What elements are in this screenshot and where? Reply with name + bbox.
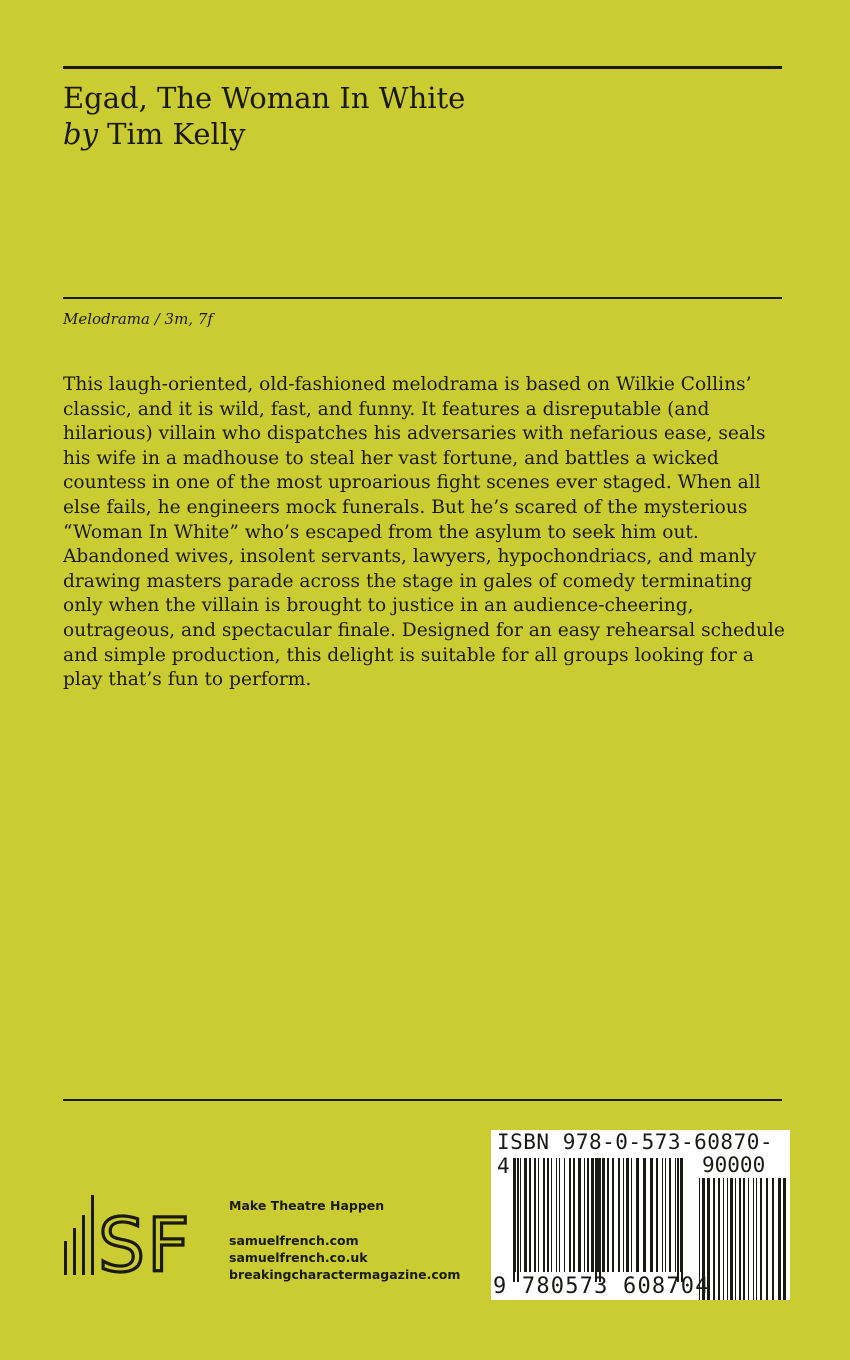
book-title: Egad, The Woman In White <box>63 81 466 115</box>
addon-code: 90000 <box>702 1153 766 1177</box>
publisher-tagline: Make Theatre Happen <box>229 1198 385 1213</box>
barcode-box <box>491 1130 790 1300</box>
genre-cast: Melodrama / 3m, 7f <box>63 310 213 328</box>
title-block <box>63 80 783 152</box>
samuel-french-logo-icon <box>64 1195 194 1275</box>
top-rule <box>63 66 782 69</box>
blurb-paragraph: This laugh-oriented, old-fashioned melodrama is based on Wilkie Collins’ classic, and it is wild, fast, and funny. It features a disreputable (and hilarious) villain who dispatches his adversaries with nefarious ease, seals his wife in a madhouse to steal her vast fortune, and battles a wicked countess in one of the most uproarious fight scenes ever staged. When all else fails, he engineers mock funerals. But he’s scared of the mysterious “Woman In White” who’s escaped from the asylum to seek him out. Abandoned wives, insolent servants, lawyers, hypochondriacs, and manly drawing masters parade across the stage in gales of comedy terminating only when the villain is brought to justice in an audience-cheering, outrageous, and spectacular finale. Designed for an easy rehearsal schedule and simple production, this delight is suitable for all groups looking for a play that’s fun to perform. <box>63 374 785 691</box>
publisher-info <box>229 1198 460 1283</box>
website-link[interactable]: samuelfrench.com <box>229 1233 359 1248</box>
bottom-rule <box>63 1099 782 1101</box>
logo-lettering: SF <box>98 1203 192 1275</box>
middle-rule <box>63 297 782 299</box>
barcode-digits: 9 780573 608704 <box>493 1274 710 1299</box>
website-link[interactable]: samuelfrench.co.uk <box>229 1250 368 1265</box>
by-word: by <box>63 117 98 151</box>
author-name: Tim Kelly <box>107 117 246 151</box>
byline <box>63 116 783 152</box>
website-link[interactable]: breakingcharactermagazine.com <box>229 1267 461 1282</box>
isbn-label: ISBN 978-0-573-60870-4 <box>497 1130 774 1178</box>
